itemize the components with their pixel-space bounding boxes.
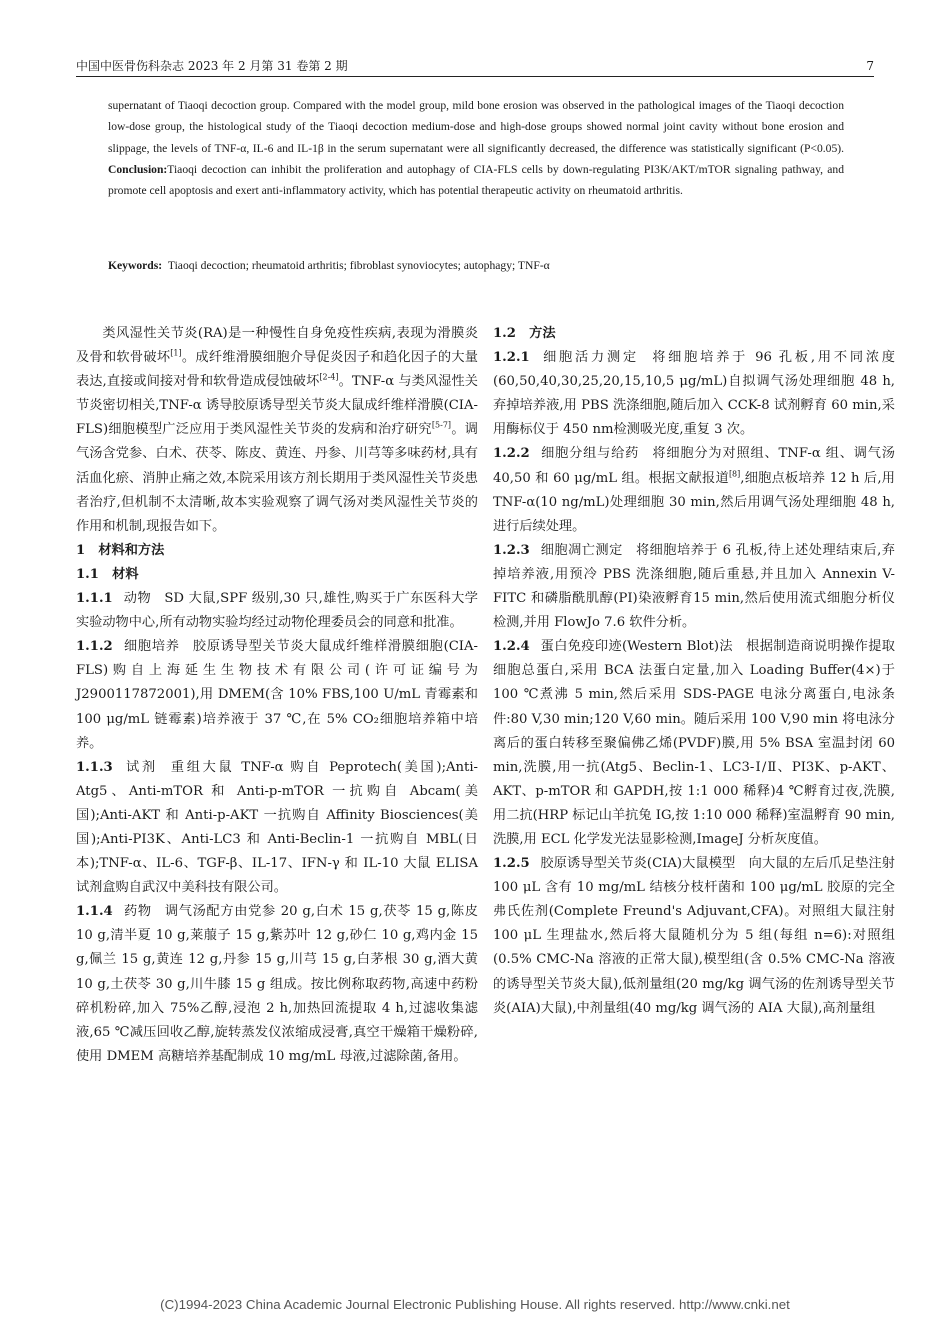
citation-ref: [2-4] — [319, 372, 339, 382]
subsection-1-2-5 — [493, 852, 895, 1021]
subsection-text: 将细胞培养于 6 孔板,待上述处理结束后,弃掉培养液,用预冷 PBS 洗涤细胞,随后重悬,并且加入 Annexin V-FITC 和磷脂酰肌醇(PI)染液孵育15 min,然后使用流式细胞分析仪检测,并用 FlowJo 7.6 软件分析。 — [493, 542, 895, 631]
subsection-title: 细胞凋亡测定 — [540, 542, 623, 558]
running-header — [76, 56, 874, 77]
subsection-number: 1.1.4 — [76, 904, 113, 920]
subsection-title: 动物 — [123, 591, 152, 607]
right-column — [493, 322, 895, 1021]
intro-text-4: 。调气汤含党参、白术、茯苓、陈皮、黄连、丹参、川芎等多味药材,具有活血化瘀、消肿止痛之效,本院采用该方剂长期用于类风湿性关节炎患者治疗,但机制不太清晰,故本实验观察了调气汤对类风湿性关节炎的作用和机制,现报告如下。 — [76, 422, 478, 534]
intro-text-2: 。成纤维滑膜细胞介导促炎因子和趋化因子的大量表达,直接或间接对骨和软骨造成侵蚀破坏 — [76, 350, 478, 390]
subsection-1-2-3 — [493, 539, 895, 635]
subsection-1-2-1 — [493, 346, 895, 442]
subsection-text: 将细胞培养于 96 孔板,用不同浓度(60,50,40,30,25,20,15,10,5 μg/mL)自拟调气汤处理细胞 48 h,弃掉培养液,用 PBS 洗涤细胞,随后加入 CCK-8 试剂孵育 60 min,采用酶标仪于 450 nm检测吸光度,重复 3 次。 — [493, 350, 895, 438]
introduction-paragraph — [76, 322, 478, 539]
subsection-text: 胶原诱导型关节炎大鼠成纤维样滑膜细胞(CIA-FLS)购自上海延生生物技术有限公司(许可证编号为 J2900117872001),用 DMEM(含 10% FBS,100 U/mL 青霉素和 100 μg/mL 链霉素)培养液于 37 ℃,在 5% CO₂细胞培养箱中培养。 — [76, 639, 478, 751]
keywords — [108, 255, 844, 276]
subsection-title: 胶原诱导型关节炎(CIA)大鼠模型 — [540, 856, 736, 872]
subsection-title: 细胞培养 — [123, 639, 180, 655]
section-heading-1-2: 1.2 方法 — [493, 326, 556, 341]
section-heading-1-1: 1.1 材料 — [76, 566, 139, 582]
subsection-number: 1.1.2 — [76, 639, 113, 655]
conclusion-label: Conclusion: — [108, 162, 168, 176]
english-abstract — [108, 95, 844, 201]
citation-ref: [8] — [728, 469, 741, 479]
subsection-title: 蛋白免疫印迹(Western Blot)法 — [540, 639, 733, 655]
page-number: 7 — [866, 59, 874, 73]
subsection-number: 1.2.3 — [493, 542, 530, 558]
subsection-1-2-2 — [493, 442, 895, 538]
subsection-title: 细胞活力测定 — [540, 350, 639, 366]
subsection-1-1-1 — [76, 587, 478, 635]
subsection-1-1-2 — [76, 635, 478, 755]
citation-ref: [1] — [170, 348, 182, 358]
conclusion-text: Tiaoqi decoction can inhibit the proliferation and autophagy of CIA-FLS cells by down-regulating PI3K/AKT/mTOR signaling pathway, and promote cell apoptosis and exert anti-inflammatory activity, which has potential therapeutic activity on rheumatoid arthritis. — [108, 162, 844, 198]
journal-title: 中国中医骨伤科杂志 2023 年 2 月第 31 卷第 2 期 — [76, 59, 348, 73]
subsection-text: 重组大鼠 TNF-α 购自 Peprotech(美国);Anti-Atg5、Anti-mTOR 和 Anti-p-mTOR 一抗购自 Abcam(美国);Anti-AKT 和 Anti-p-AKT 一抗购自 Affinity Biosciences(美国);Anti-PI3K、Anti-LC3 和 Anti-Beclin-1 一抗购自 MBL(日本);TNF-α、IL-6、TGF-β、IL-17、IFN-γ 和 IL-10 大鼠 ELISA 试剂盒购自武汉中美科技有限公司。 — [76, 759, 478, 896]
subsection-1-2-4 — [493, 635, 895, 852]
subsection-text: 根据制造商说明操作提取细胞总蛋白,采用 BCA 法蛋白定量,加入 Loading Buffer(4×)于 100 ℃煮沸 5 min,然后采用 SDS-PAGE 电泳分离蛋白,电泳条件:80 V,30 min;120 V,60 min。随后采用 100 V,90 min 将电泳分离后的蛋白转移至聚偏佛乙烯(PVDF)膜,用 5% BSA 室温封闭 60 min,洗膜,用一抗(Atg5、Beclin-1、LC3-Ⅰ/Ⅱ、PI3K、p-AKT、AKT、p-mTOR 和 GAPDH,按 1:1 000 稀释)4 ℃孵育过夜,洗膜,用二抗(HRP 标记山羊抗兔 IG,按 1:10 000 稀释)室温孵育 90 min,洗膜,用 ECL 化学发光法显影检测,ImageJ 分析灰度值。 — [493, 639, 895, 847]
subsection-number: 1.2.1 — [493, 350, 530, 366]
abstract-results: supernatant of Tiaoqi decoction group. Compared with the model group, mild bone erosion was observed in the pathological images of the Tiaoqi decoction low-dose group, the histological study of the Tiaoqi decoction medium-dose and high-dose groups showed normal joint cavity without bone erosion and slippage, the levels of TNF-α, IL-6 and IL-1β in the serum supernatant were all significantly decreased, the difference was statistically significant (P<0.05). — [108, 99, 844, 155]
intro-text-3: 。TNF-α 与类风湿性关节炎密切相关,TNF-α 诱导胶原诱导型关节炎大鼠成纤维样滑膜(CIA-FLS)细胞模型广泛应用于类风湿性关节炎的发病和治疗研究 — [76, 374, 478, 438]
subsection-number: 1.1.3 — [76, 759, 113, 775]
subsection-number: 1.2.5 — [493, 856, 530, 872]
left-column — [76, 322, 478, 1069]
subsection-number: 1.1.1 — [76, 591, 113, 607]
copyright-footer: (C)1994-2023 China Academic Journal Electronic Publishing House. All rights reserved. http://www.cnki.net — [160, 1297, 790, 1312]
keywords-label: Keywords: — [108, 259, 163, 272]
section-heading-1: 1 材料和方法 — [76, 542, 165, 558]
subsection-title: 药物 — [123, 904, 152, 920]
subsection-1-1-3 — [76, 756, 478, 901]
keywords-text: Tiaoqi decoction; rheumatoid arthritis; fibroblast synoviocytes; autophagy; TNF-α — [167, 259, 550, 272]
subsection-1-1-4 — [76, 900, 478, 1069]
subsection-text: SD 大鼠,SPF 级别,30 只,雄性,购买于广东医科大学实验动物中心,所有动物实验均经过动物伦理委员会的同意和批准。 — [76, 591, 478, 631]
subsection-title: 细胞分组与给药 — [540, 446, 640, 462]
subsection-text: 向大鼠的左后爪足垫注射 100 μL 含有 10 mg/mL 结核分枝杆菌和 100 μg/mL 胶原的完全弗氏佐剂(Complete Freund's Adjuvant,CFA)。对照组大鼠注射 100 μL 生理盐水,然后将大鼠随机分为 5 组(每组 n=6):对照组(0.5% CMC-Na 溶液的正常大鼠),模型组(含 0.5% CMC-Na 溶液的诱导型关节炎大鼠),低剂量组(20 mg/kg 调气汤的佐剂诱导型关节炎(AIA)大鼠),中剂量组(40 mg/kg 调气汤的 AIA 大鼠),高剂量组 — [493, 856, 895, 1016]
subsection-text: 将细胞分为对照组、TNF-α 组、调气汤 40,50 和 60 μg/mL 组。根据文献报道 — [493, 446, 895, 486]
subsection-number: 1.2.4 — [493, 639, 530, 655]
subsection-title: 试剂 — [123, 759, 158, 775]
subsection-text: 调气汤配方由党参 20 g,白术 15 g,茯苓 15 g,陈皮 10 g,清半夏 10 g,莱菔子 15 g,紫苏叶 12 g,砂仁 10 g,鸡内金 15 g,佩兰 15 g,黄连 12 g,丹参 15 g,川芎 15 g,白茅根 30 g,酒大黄 10 g,土茯苓 30 g,川牛膝 15 g 组成。按比例称取药物,高速中药粉碎机粉碎,加入 75%乙醇,浸泡 2 h,加热回流提取 4 h,过滤收集滤液,65 ℃减压回收乙醇,旋转蒸发仪浓缩成浸膏,真空干燥箱干燥粉碎,使用 DMEM 高糖培养基配制成 10 mg/mL 母液,过滤除菌,备用。 — [76, 904, 478, 1064]
citation-ref: [5-7] — [431, 420, 452, 430]
intro-text-1: 类风湿性关节炎(RA)是一种慢性自身免疫性疾病,表现为滑膜炎及骨和软骨破坏 — [76, 326, 478, 366]
subsection-text: ,细胞点板培养 12 h 后,用 TNF-α(10 ng/mL)处理细胞 30 min,然后用调气汤处理细胞 48 h,进行后续处理。 — [493, 470, 895, 534]
subsection-number: 1.2.2 — [493, 446, 530, 462]
